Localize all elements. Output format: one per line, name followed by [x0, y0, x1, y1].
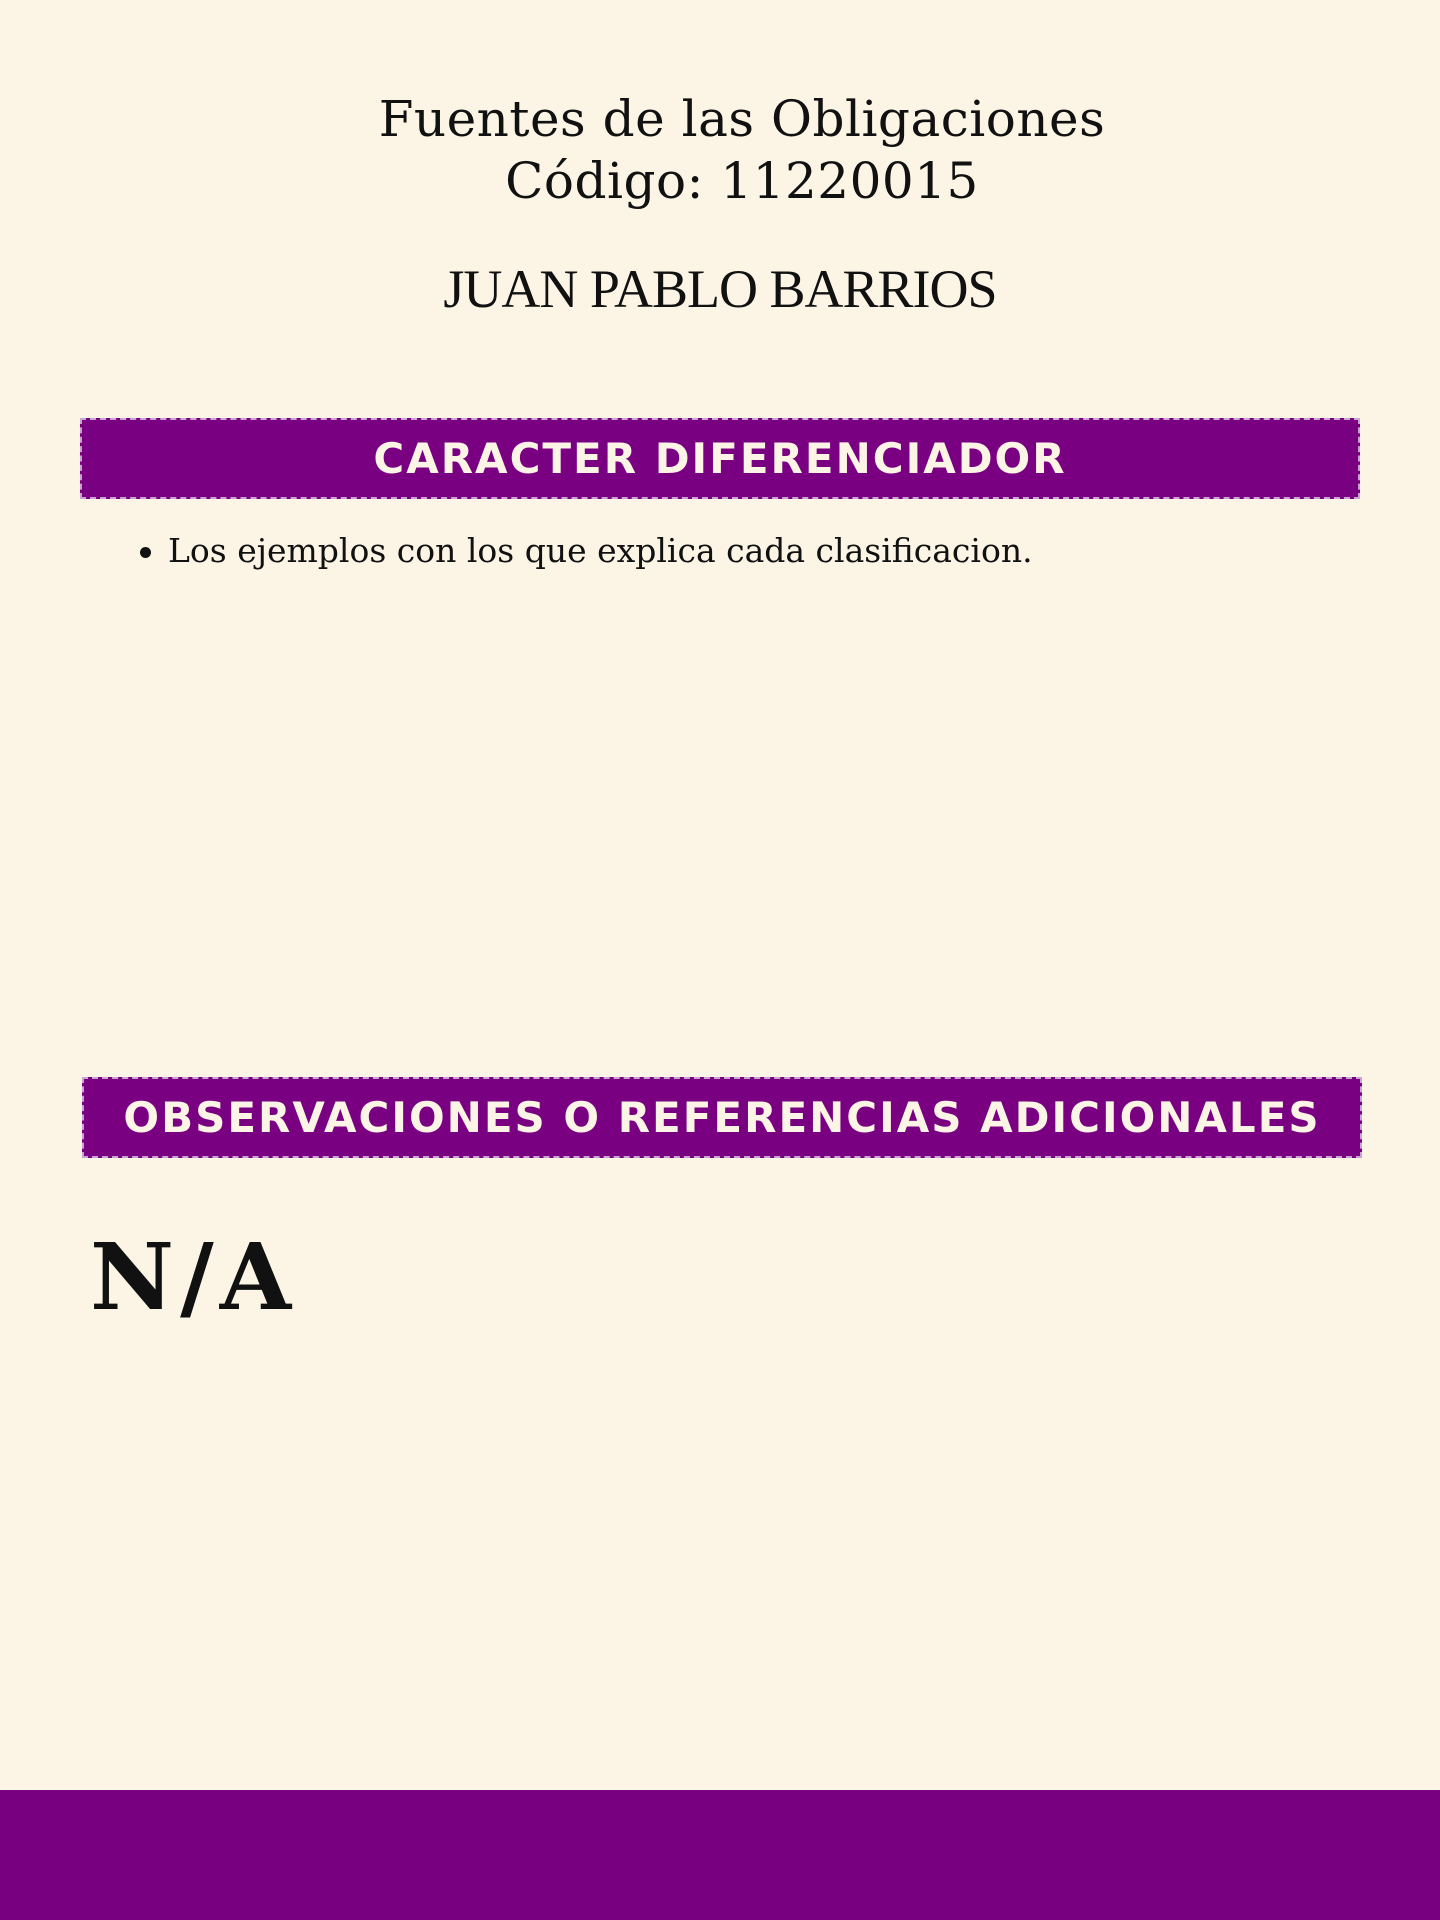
author-name: JUAN PABLO BARRIOS [443, 259, 997, 319]
list-item [140, 528, 1033, 574]
list-item-text: Los ejemplos con los que explica cada clasificacion. [168, 531, 1033, 570]
course-code: Código: 11220015 [505, 152, 979, 210]
document-title: Fuentes de las Obligaciones [378, 90, 1106, 148]
section-heading-caracter-diferenciador: CARACTER DIFERENCIADOR [80, 418, 1360, 499]
bullet-icon [140, 547, 151, 558]
bullet-list [140, 528, 1033, 574]
observations-content: N/A [90, 1223, 298, 1331]
title-block [0, 88, 1440, 212]
section-heading-observaciones: OBSERVACIONES O REFERENCIAS ADICIONALES [82, 1077, 1362, 1158]
footer-bar [0, 1790, 1440, 1920]
